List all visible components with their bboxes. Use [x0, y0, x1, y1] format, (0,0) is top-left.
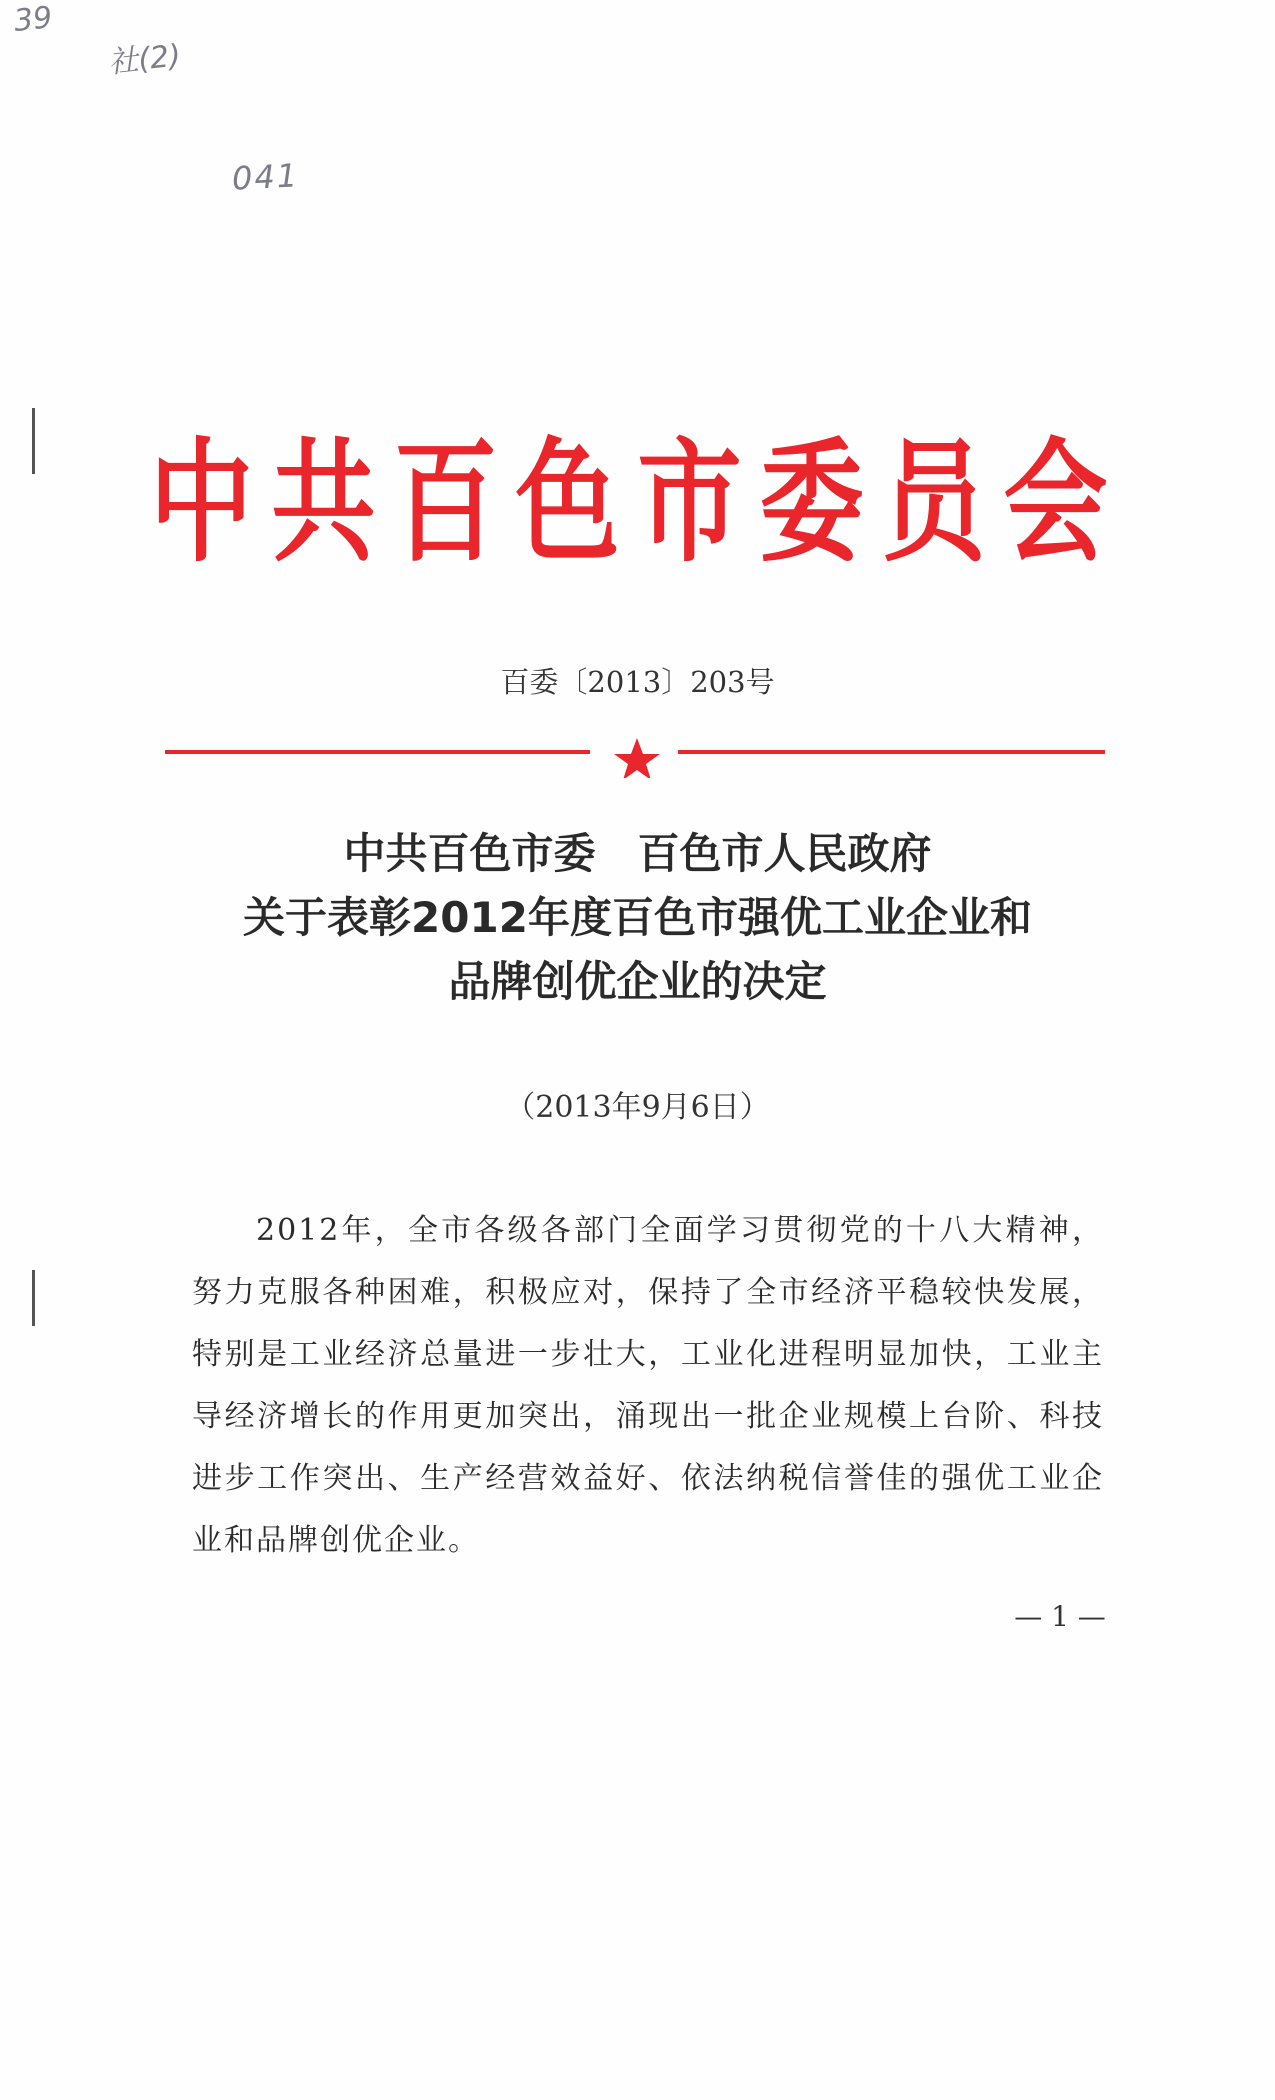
title-line-1: 中共百色市委 百色市人民政府 — [343, 829, 932, 878]
handwritten-note: 社(2) — [106, 38, 183, 81]
star-icon — [614, 738, 660, 778]
handwritten-file-number: 041 — [231, 156, 301, 198]
title-line-3: 品牌创优企业的决定 — [448, 957, 827, 1006]
document-date: （2013年9月6日） — [505, 1090, 770, 1125]
issuing-organization-header: 中共百色市委员会 — [149, 424, 1126, 581]
margin-mark — [32, 1270, 35, 1326]
page-number: — 1 — — [1014, 1600, 1106, 1633]
document-number: 百委〔2013〕203号 — [500, 665, 775, 699]
title-line-2: 关于表彰2012年度百色市强优工业企业和 — [243, 893, 1032, 942]
red-divider — [0, 738, 1275, 778]
document-title — [0, 822, 1275, 1014]
handwritten-note: 39 — [12, 0, 54, 39]
body-paragraph: 2012年，全市各级各部门全面学习贯彻党的十八大精神，努力克服各种困难，积极应对，保持了全市经济平稳较快发展，特别是工业经济总量进一步壮大，工业化进程明显加快，工业主导经济增长的作用更加突出，涌现出一批企业规模上台阶、科技进步工作突出、生产经营效益好、依法纳税信誉佳的强优工业企业和品牌创优企业。 — [192, 1213, 1104, 1558]
